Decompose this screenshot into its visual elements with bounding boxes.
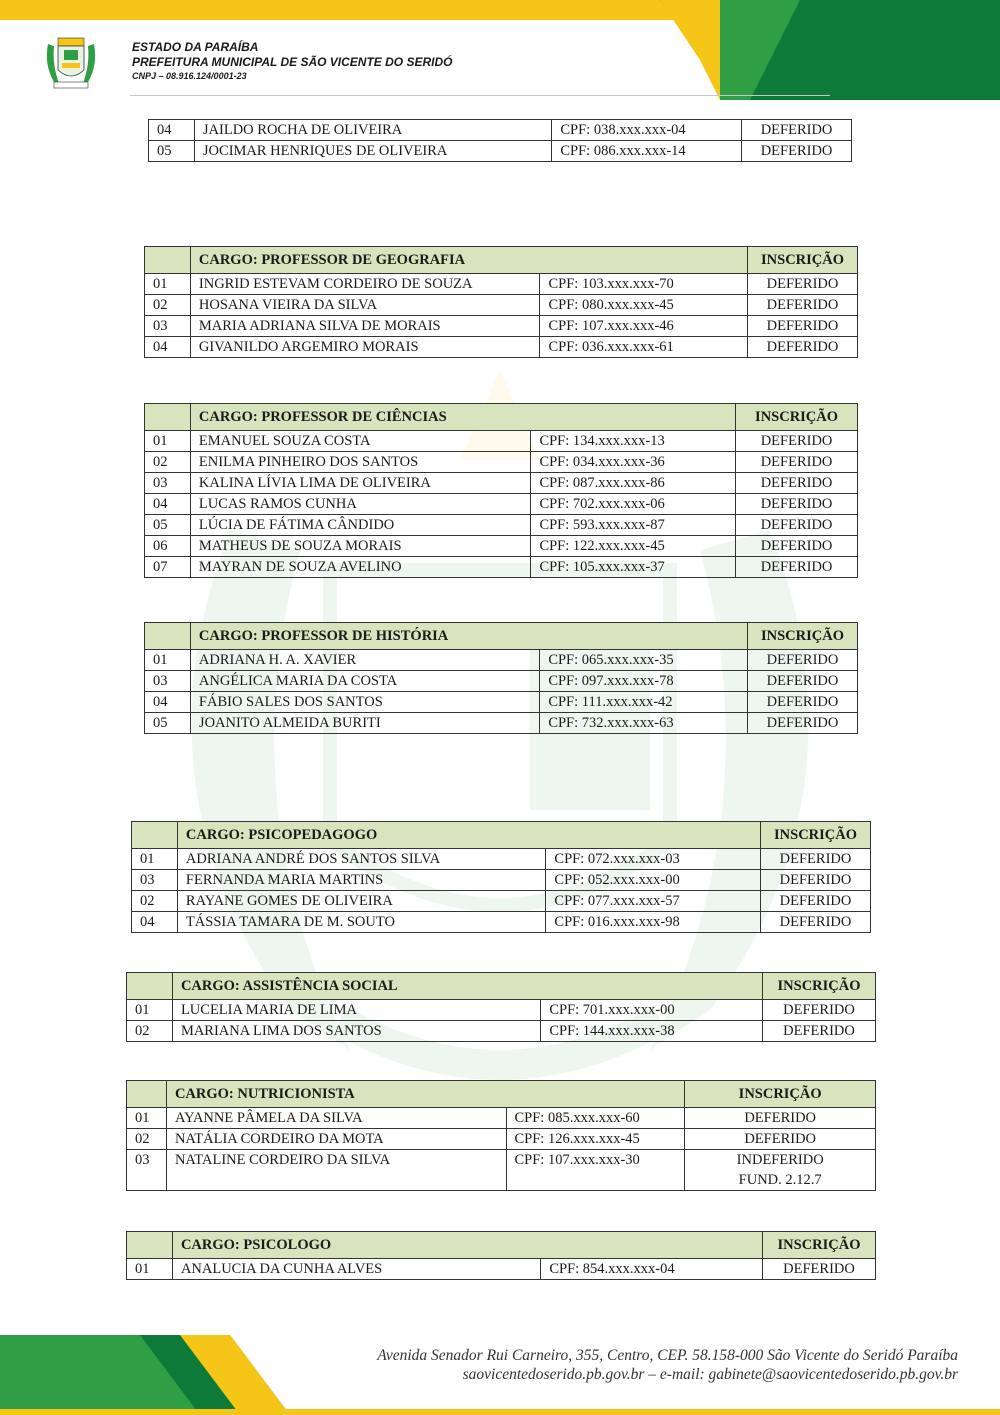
- candidate-name: NATALINE CORDEIRO DA SILVA: [166, 1150, 506, 1191]
- candidate-name: TÁSSIA TAMARA DE M. SOUTO: [177, 912, 545, 933]
- candidate-name: GIVANILDO ARGEMIRO MORAIS: [190, 337, 540, 358]
- candidate-name: ANGÉLICA MARIA DA COSTA: [190, 671, 539, 692]
- rejection-reason: FUND. 2.12.7: [738, 1172, 822, 1188]
- continuation-table: [148, 119, 852, 162]
- table-row: [145, 274, 858, 295]
- candidate-name: RAYANE GOMES DE OLIVEIRA: [177, 891, 545, 912]
- psicologo-table: [126, 1231, 876, 1280]
- row-number: 04: [149, 120, 195, 141]
- inscription-status: DEFERIDO: [736, 557, 858, 578]
- row-number: 02: [132, 891, 178, 912]
- table-header: [127, 1081, 876, 1108]
- row-number: 01: [132, 849, 178, 870]
- candidate-name: ANALUCIA DA CUNHA ALVES: [172, 1259, 540, 1280]
- inscricao-header: INSCRIÇÃO: [763, 973, 876, 1000]
- footer-address: Avenida Senador Rui Carneiro, 355, Centro, CEP. 58.158-000 São Vicente do Seridó Paraíba: [377, 1347, 958, 1364]
- cargo-title: CARGO: ASSISTÊNCIA SOCIAL: [172, 973, 762, 1000]
- ciencias-table: [144, 403, 858, 578]
- candidate-cpf: CPF: 107.xxx.xxx-46: [540, 316, 748, 337]
- table-header: [127, 1232, 876, 1259]
- candidate-cpf: CPF: 702.xxx.xxx-06: [531, 494, 736, 515]
- inscricao-header: INSCRIÇÃO: [748, 623, 858, 650]
- candidate-cpf: CPF: 034.xxx.xxx-36: [531, 452, 736, 473]
- row-number: 03: [145, 316, 191, 337]
- row-number: 03: [145, 473, 191, 494]
- inscription-status: DEFERIDO: [685, 1108, 876, 1129]
- candidate-cpf: CPF: 036.xxx.xxx-61: [540, 337, 748, 358]
- candidate-name: AYANNE PÂMELA DA SILVA: [166, 1108, 506, 1129]
- table-row: [145, 671, 858, 692]
- inscription-status: DEFERIDO: [748, 650, 858, 671]
- nutricionista-table: [126, 1080, 876, 1191]
- candidate-name: KALINA LÍVIA LIMA DE OLIVEIRA: [190, 473, 531, 494]
- candidate-name: ENILMA PINHEIRO DOS SANTOS: [190, 452, 531, 473]
- inscription-status: DEFERIDO: [761, 849, 871, 870]
- row-number: 02: [127, 1021, 173, 1042]
- table-row: [145, 494, 858, 515]
- inscription-status: DEFERIDO: [748, 295, 858, 316]
- candidate-cpf: CPF: 065.xxx.xxx-35: [540, 650, 748, 671]
- header-cnpj: CNPJ – 08.916.124/0001-23: [132, 71, 247, 81]
- cargo-title: CARGO: PSICOPEDAGOGO: [177, 822, 760, 849]
- candidate-name: ADRIANA ANDRÉ DOS SANTOS SILVA: [177, 849, 545, 870]
- candidate-cpf: CPF: 111.xxx.xxx-42: [540, 692, 748, 713]
- candidate-name: LUCAS RAMOS CUNHA: [190, 494, 531, 515]
- row-number: 03: [132, 870, 178, 891]
- cargo-title: CARGO: PROFESSOR DE CIÊNCIAS: [190, 404, 735, 431]
- inscription-status: DEFERIDO: [748, 316, 858, 337]
- table-row: [145, 431, 858, 452]
- table-header: [132, 822, 871, 849]
- table-header: [145, 623, 858, 650]
- row-number: 05: [145, 515, 191, 536]
- candidate-name: ADRIANA H. A. XAVIER: [190, 650, 539, 671]
- row-number: 03: [127, 1150, 167, 1191]
- candidate-name: JOANITO ALMEIDA BURITI: [190, 713, 539, 734]
- table-header: [145, 404, 858, 431]
- inscription-status: DEFERIDO: [761, 870, 871, 891]
- candidate-cpf: CPF: 701.xxx.xxx-00: [541, 1000, 763, 1021]
- row-number: 01: [127, 1000, 173, 1021]
- table-row: [149, 141, 852, 162]
- inscricao-header: INSCRIÇÃO: [736, 404, 858, 431]
- assistencia-social-table: [126, 972, 876, 1042]
- candidate-name: HOSANA VIEIRA DA SILVA: [190, 295, 540, 316]
- inscription-status: DEFERIDO: [763, 1000, 876, 1021]
- table-row: [145, 337, 858, 358]
- row-number: 06: [145, 536, 191, 557]
- footer-text: [377, 1346, 958, 1384]
- table-row: [145, 692, 858, 713]
- candidate-name: JOCIMAR HENRIQUES DE OLIVEIRA: [194, 141, 551, 162]
- table-row: [149, 120, 852, 141]
- candidate-name: FÁBIO SALES DOS SANTOS: [190, 692, 539, 713]
- header-text: [132, 40, 452, 83]
- table-row: [145, 295, 858, 316]
- candidate-cpf: CPF: 016.xxx.xxx-98: [546, 912, 761, 933]
- table-row: [132, 849, 871, 870]
- row-number: 04: [145, 494, 191, 515]
- row-number: 02: [127, 1129, 167, 1150]
- candidate-cpf: CPF: 854.xxx.xxx-04: [541, 1259, 763, 1280]
- table-row: [145, 473, 858, 494]
- inscription-status: INDEFERIDO: [736, 1152, 824, 1168]
- inscription-status: DEFERIDO: [748, 274, 858, 295]
- candidate-cpf: CPF: 103.xxx.xxx-70: [540, 274, 748, 295]
- row-number: 01: [127, 1108, 167, 1129]
- candidate-name: LUCELIA MARIA DE LIMA: [172, 1000, 540, 1021]
- candidate-cpf: CPF: 732.xxx.xxx-63: [540, 713, 748, 734]
- candidate-cpf: CPF: 038.xxx.xxx-04: [552, 120, 742, 141]
- row-number: 01: [145, 274, 191, 295]
- candidate-cpf: CPF: 593.xxx.xxx-87: [531, 515, 736, 536]
- table-row: [127, 1150, 876, 1191]
- cargo-title: CARGO: PSICOLOGO: [172, 1232, 762, 1259]
- table-row: [132, 912, 871, 933]
- row-number: 01: [127, 1259, 173, 1280]
- inscricao-header: INSCRIÇÃO: [685, 1081, 876, 1108]
- table-row: [127, 1000, 876, 1021]
- psicopedagogo-table: [131, 821, 871, 933]
- candidate-name: NATÁLIA CORDEIRO DA MOTA: [166, 1129, 506, 1150]
- table-row: [145, 650, 858, 671]
- candidate-cpf: CPF: 085.xxx.xxx-60: [506, 1108, 685, 1129]
- candidate-cpf: CPF: 052.xxx.xxx-00: [546, 870, 761, 891]
- inscription-status: DEFERIDO: [742, 141, 852, 162]
- candidate-cpf: CPF: 134.xxx.xxx-13: [531, 431, 736, 452]
- historia-table: [144, 622, 858, 734]
- row-number: 01: [145, 431, 191, 452]
- header-green-band: [660, 0, 1000, 100]
- table-row: [145, 713, 858, 734]
- inscription-status: DEFERIDO: [748, 337, 858, 358]
- table-row: [145, 536, 858, 557]
- municipal-crest-icon: [42, 30, 100, 92]
- row-number: 03: [145, 671, 191, 692]
- candidate-name: INGRID ESTEVAM CORDEIRO DE SOUZA: [190, 274, 540, 295]
- candidate-name: FERNANDA MARIA MARTINS: [177, 870, 545, 891]
- candidate-cpf: CPF: 072.xxx.xxx-03: [546, 849, 761, 870]
- inscription-status: DEFERIDO: [748, 692, 858, 713]
- candidate-name: MAYRAN DE SOUZA AVELINO: [190, 557, 531, 578]
- candidate-name: LÚCIA DE FÁTIMA CÂNDIDO: [190, 515, 531, 536]
- inscription-status-cell: [685, 1150, 876, 1191]
- candidate-cpf: CPF: 105.xxx.xxx-37: [531, 557, 736, 578]
- candidate-name: MARIA ADRIANA SILVA DE MORAIS: [190, 316, 540, 337]
- table-row: [127, 1129, 876, 1150]
- inscription-status: DEFERIDO: [736, 431, 858, 452]
- candidate-name: EMANUEL SOUZA COSTA: [190, 431, 531, 452]
- inscription-status: DEFERIDO: [761, 891, 871, 912]
- inscription-status: DEFERIDO: [736, 536, 858, 557]
- table-row: [132, 891, 871, 912]
- table-row: [145, 557, 858, 578]
- table-row: [145, 316, 858, 337]
- header-prefecture: PREFEITURA MUNICIPAL DE SÃO VICENTE DO SERIDÓ: [132, 55, 453, 69]
- row-number: 07: [145, 557, 191, 578]
- table-row: [127, 1021, 876, 1042]
- inscription-status: DEFERIDO: [736, 515, 858, 536]
- row-number: 02: [145, 295, 191, 316]
- table-row: [145, 452, 858, 473]
- header-divider: [130, 95, 830, 96]
- candidate-cpf: CPF: 087.xxx.xxx-86: [531, 473, 736, 494]
- inscricao-header: INSCRIÇÃO: [763, 1232, 876, 1259]
- header-state: ESTADO DA PARAÍBA: [132, 40, 259, 54]
- inscription-status: DEFERIDO: [736, 452, 858, 473]
- inscription-status: DEFERIDO: [742, 120, 852, 141]
- candidate-cpf: CPF: 122.xxx.xxx-45: [531, 536, 736, 557]
- cargo-title: CARGO: PROFESSOR DE GEOGRAFIA: [190, 247, 747, 274]
- candidate-cpf: CPF: 144.xxx.xxx-38: [541, 1021, 763, 1042]
- inscricao-header: INSCRIÇÃO: [761, 822, 871, 849]
- inscription-status: DEFERIDO: [748, 713, 858, 734]
- table-row: [145, 515, 858, 536]
- row-number: 01: [145, 650, 191, 671]
- row-number: 04: [145, 337, 191, 358]
- row-number: 02: [145, 452, 191, 473]
- footer-contact: saovicentedoserido.pb.gov.br – e-mail: gabinete@saovicentedoserido.pb.gov.br: [462, 1366, 958, 1383]
- cargo-title: CARGO: NUTRICIONISTA: [166, 1081, 684, 1108]
- inscription-status: DEFERIDO: [761, 912, 871, 933]
- row-number: 04: [145, 692, 191, 713]
- table-row: [127, 1259, 876, 1280]
- table-row: [132, 870, 871, 891]
- candidate-cpf: CPF: 097.xxx.xxx-78: [540, 671, 748, 692]
- geografia-table: [144, 246, 858, 358]
- candidate-cpf: CPF: 107.xxx.xxx-30: [506, 1150, 685, 1191]
- candidate-cpf: CPF: 077.xxx.xxx-57: [546, 891, 761, 912]
- inscricao-header: INSCRIÇÃO: [748, 247, 858, 274]
- inscription-status: DEFERIDO: [763, 1259, 876, 1280]
- candidate-cpf: CPF: 086.xxx.xxx-14: [552, 141, 742, 162]
- candidate-cpf: CPF: 126.xxx.xxx-45: [506, 1129, 685, 1150]
- candidate-name: JAILDO ROCHA DE OLIVEIRA: [194, 120, 551, 141]
- inscription-status: DEFERIDO: [748, 671, 858, 692]
- row-number: 04: [132, 912, 178, 933]
- inscription-status: DEFERIDO: [736, 494, 858, 515]
- inscription-status: DEFERIDO: [763, 1021, 876, 1042]
- inscription-status: DEFERIDO: [736, 473, 858, 494]
- row-number: 05: [145, 713, 191, 734]
- row-number: 05: [149, 141, 195, 162]
- cargo-title: CARGO: PROFESSOR DE HISTÓRIA: [190, 623, 747, 650]
- table-header: [145, 247, 858, 274]
- candidate-cpf: CPF: 080.xxx.xxx-45: [540, 295, 748, 316]
- candidate-name: MATHEUS DE SOUZA MORAIS: [190, 536, 531, 557]
- table-header: [127, 973, 876, 1000]
- candidate-name: MARIANA LIMA DOS SANTOS: [172, 1021, 540, 1042]
- table-row: [127, 1108, 876, 1129]
- inscription-status: DEFERIDO: [685, 1129, 876, 1150]
